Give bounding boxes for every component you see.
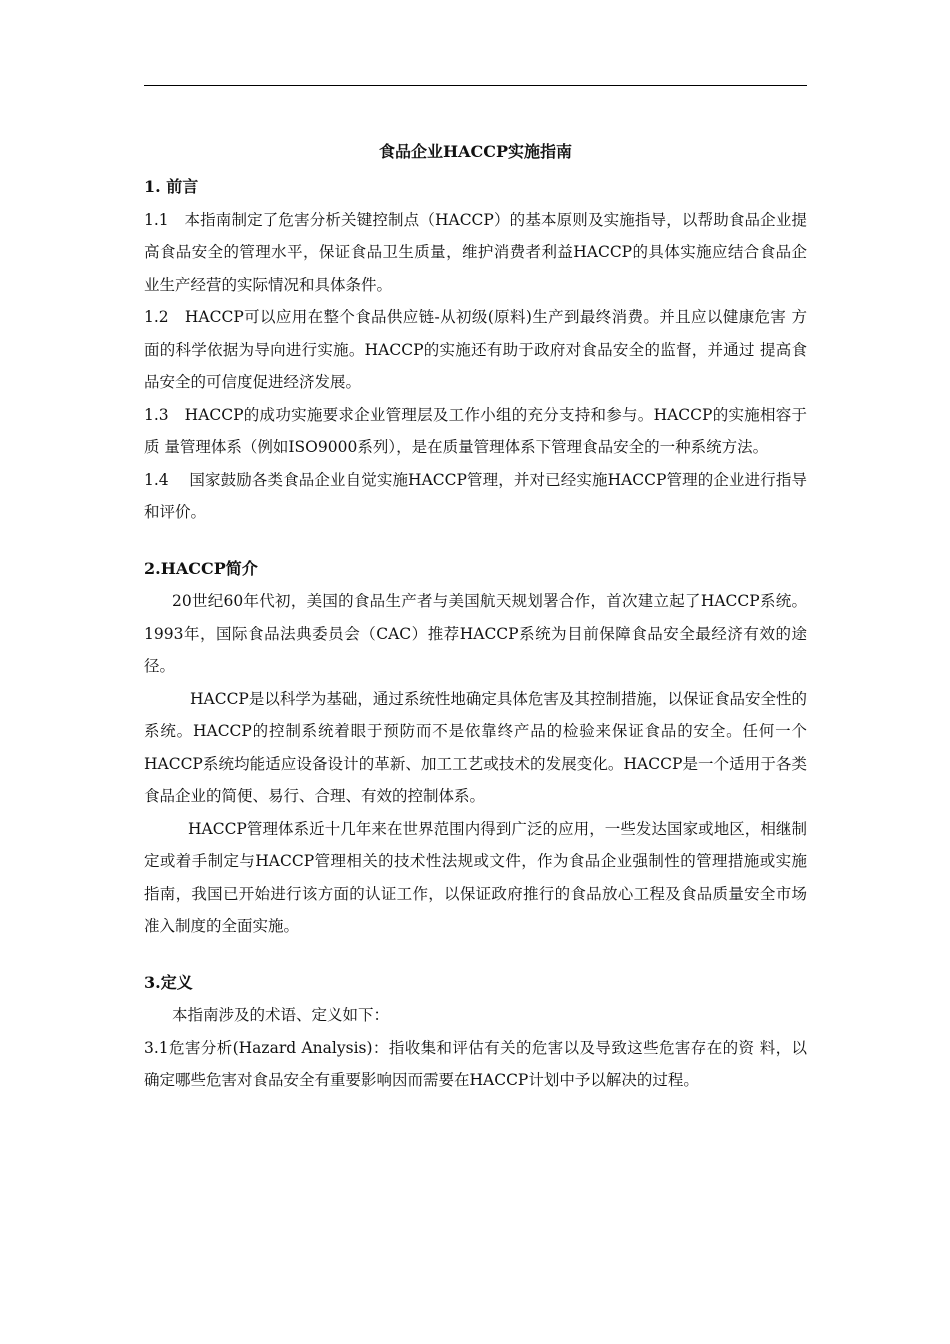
paragraph-1-4: 1.4 国家鼓励各类食品企业自觉实施HACCP管理，并对已经实施HACCP管理的企业进行指导和评价。 bbox=[144, 470, 807, 521]
paragraph-1-3: 1.3 HACCP的成功实施要求企业管理层及工作小组的充分支持和参与。HACCP的实施相容于质 量管理体系（例如ISO9000系列），是在质量管理体系下管理食品安全的一种系统方法。 bbox=[144, 405, 807, 456]
header-rule bbox=[144, 85, 807, 86]
section-heading-definitions: 3.定义 bbox=[144, 972, 193, 992]
paragraph-1-2: 1.2 HACCP可以应用在整个食品供应链-从初级(原料)生产到最终消费。并且应以健康危害 方面的科学依据为导向进行实施。HACCP的实施还有助于政府对食品安全的监督，并通过 提高食品安全的可信度促进经济发展。 bbox=[144, 308, 807, 391]
document-body bbox=[144, 133, 807, 1097]
section-heading-preface: 1. 前言 bbox=[144, 177, 199, 196]
document-title: 食品企业HACCP实施指南 bbox=[378, 142, 573, 161]
paragraph-1-1: 1.1 本指南制定了危害分析关键控制点（HACCP）的基本原则及实施指导，以帮助食品企业提高食品安全的管理水平，保证食品卫生质量，维护消费者利益HACCP的具体实施应结合食品企业生产经营的实际情况和具体条件。 bbox=[144, 210, 807, 294]
paragraph-2-3: HACCP管理体系近十几年来在世界范围内得到广泛的应用，一些发达国家或地区，相继制定或着手制定与HACCP管理相关的技术性法规或文件，作为食品企业强制性的管理措施或实施指南，我国已开始进行该方面的认证工作，以保证政府推行的食品放心工程及食品质量安全市场准入制度的全面实施。 bbox=[144, 819, 807, 935]
paragraph-2-2: HACCP是以科学为基础，通过系统性地确定具体危害及其控制措施，以保证食品安全性的系统。HACCP的控制系统着眼于预防而不是依靠终产品的检验来保证食品的安全。任何一个HACCP系统均能适应设备设计的革新、加工工艺或技术的发展变化。HACCP是一个适用于各类食品企业的简便、易行、合理、有效的控制体系。 bbox=[144, 689, 807, 805]
paragraph-2-1: 20世纪60年代初，美国的食品生产者与美国航天规划署合作，首次建立起了HACCP系统。1993年，国际食品法典委员会（CAC）推荐HACCP系统为目前保障食品安全最经济有效的途径。 bbox=[144, 592, 807, 675]
section-heading-haccp-intro: 2.HACCP简介 bbox=[144, 558, 258, 578]
paragraph-3-1: 3.1危害分析(Hazard Analysis)：指收集和评估有关的危害以及导致这些危害存在的资 料，以确定哪些危害对食品安全有重要影响因而需要在HACCP计划中予以解决的过程。 bbox=[144, 1038, 807, 1089]
section-gap bbox=[144, 529, 807, 553]
section-gap bbox=[144, 943, 807, 967]
paragraph-3-intro: 本指南涉及的术语、定义如下： bbox=[172, 1006, 390, 1024]
